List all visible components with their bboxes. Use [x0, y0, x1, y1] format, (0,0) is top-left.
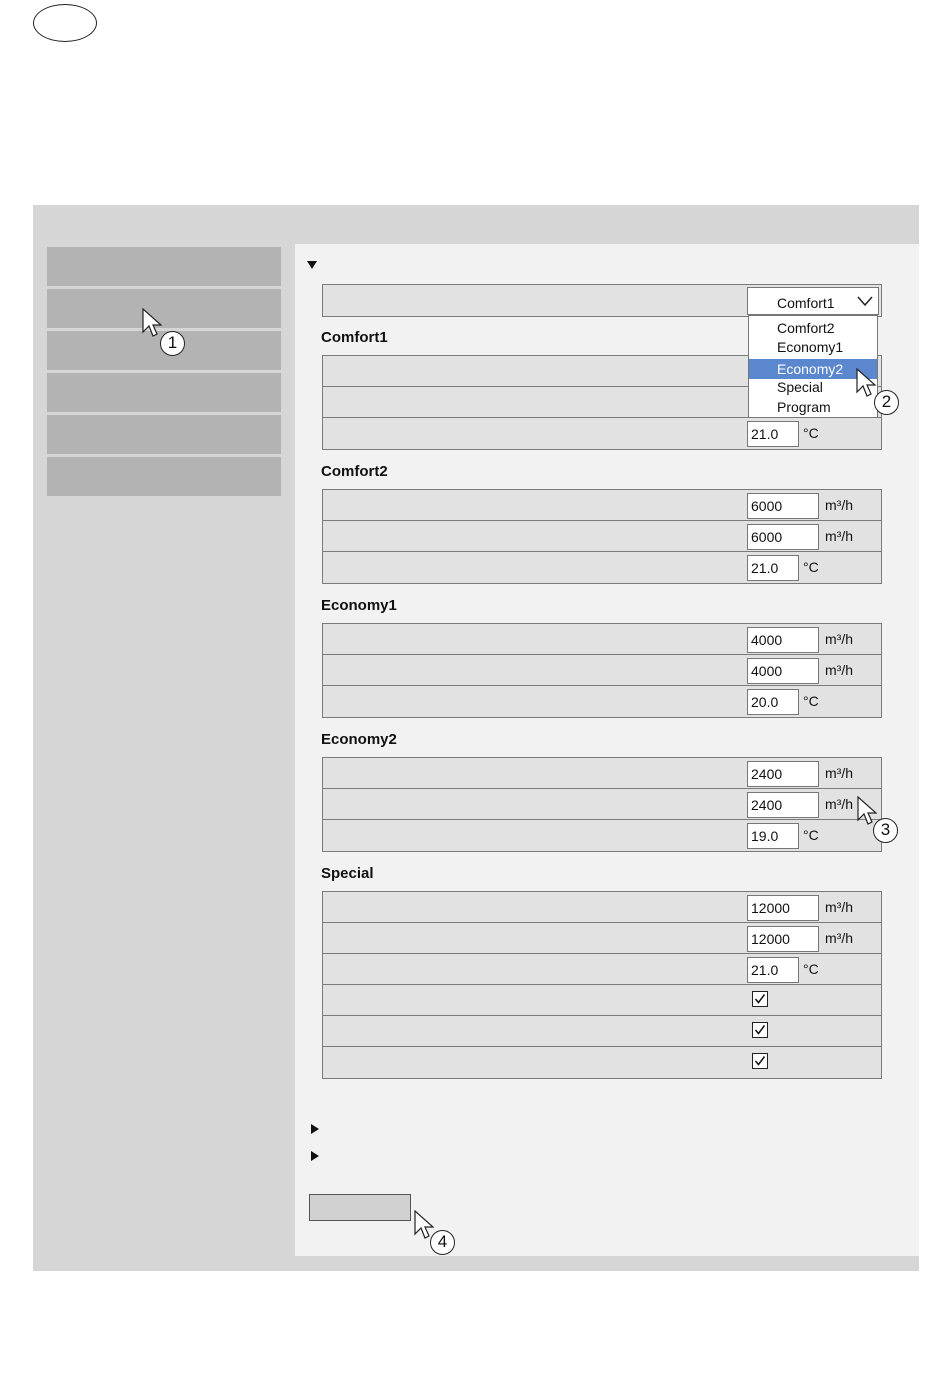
- callout-3: 3: [873, 818, 898, 843]
- special-panel: [322, 891, 882, 1079]
- special-flow1-input[interactable]: 12000: [747, 895, 819, 921]
- checkmark-icon: [754, 1024, 766, 1036]
- special-row-check-3: [323, 1047, 881, 1078]
- mode-select-value: Comfort1: [777, 295, 835, 311]
- economy2-flow2-input[interactable]: 2400: [747, 792, 819, 818]
- special-flow1-unit: m³/h: [825, 899, 853, 915]
- special-row-temp: [323, 954, 881, 985]
- economy1-flow2-input[interactable]: 4000: [747, 658, 819, 684]
- economy2-row-flow1: [323, 758, 881, 789]
- dropdown-option-program[interactable]: Program: [777, 399, 831, 415]
- section-title-comfort2: Comfort2: [321, 463, 388, 480]
- comfort2-flow1-input[interactable]: 6000: [747, 493, 819, 519]
- special-temp-unit: °C: [803, 961, 819, 977]
- special-flow2-unit: m³/h: [825, 930, 853, 946]
- triangle-down-icon[interactable]: [307, 261, 317, 269]
- comfort2-panel: [322, 489, 882, 584]
- economy1-temp-input[interactable]: 20.0: [747, 689, 799, 715]
- callout-2: 2: [874, 390, 899, 415]
- comfort2-row-flow2: [323, 521, 881, 552]
- comfort2-flow2-unit: m³/h: [825, 528, 853, 544]
- sidebar-item-1[interactable]: [47, 247, 281, 286]
- economy2-flow1-unit: m³/h: [825, 765, 853, 781]
- section-title-comfort1: Comfort1: [321, 329, 388, 346]
- comfort2-row-flow1: [323, 490, 881, 521]
- checkmark-icon: [754, 1055, 766, 1067]
- comfort2-flow1-unit: m³/h: [825, 497, 853, 513]
- economy2-row-temp: [323, 820, 881, 851]
- comfort2-flow2-input[interactable]: 6000: [747, 524, 819, 550]
- comfort1-temp-unit: °C: [803, 425, 819, 441]
- special-checkbox-2[interactable]: [752, 1022, 768, 1038]
- economy1-row-flow1: [323, 624, 881, 655]
- economy2-flow2-unit: m³/h: [825, 796, 853, 812]
- special-checkbox-1[interactable]: [752, 991, 768, 1007]
- special-row-flow1: [323, 892, 881, 923]
- economy2-row-flow2: [323, 789, 881, 820]
- sidebar-item-2[interactable]: [47, 289, 281, 328]
- comfort1-temp-input[interactable]: 21.0: [747, 421, 799, 447]
- economy1-row-flow2: [323, 655, 881, 686]
- sidebar-item-4[interactable]: [47, 373, 281, 412]
- comfort2-row-temp: [323, 552, 881, 583]
- economy1-flow1-unit: m³/h: [825, 631, 853, 647]
- triangle-right-icon[interactable]: [311, 1124, 319, 1134]
- dropdown-option-economy2[interactable]: Economy2: [749, 359, 877, 379]
- special-row-flow2: [323, 923, 881, 954]
- comfort2-temp-unit: °C: [803, 559, 819, 575]
- comfort2-temp-input[interactable]: 21.0: [747, 555, 799, 581]
- economy2-temp-unit: °C: [803, 827, 819, 843]
- economy1-flow1-input[interactable]: 4000: [747, 627, 819, 653]
- dropdown-option-special[interactable]: Special: [777, 379, 823, 395]
- sidebar: [47, 247, 281, 499]
- economy1-flow2-unit: m³/h: [825, 662, 853, 678]
- special-temp-input[interactable]: 21.0: [747, 957, 799, 983]
- triangle-right-icon[interactable]: [311, 1151, 319, 1161]
- section-title-economy2: Economy2: [321, 731, 397, 748]
- dropdown-option-comfort2[interactable]: Comfort2: [777, 320, 835, 336]
- section-title-special: Special: [321, 865, 374, 882]
- economy2-panel: [322, 757, 882, 852]
- dropdown-option-economy1[interactable]: Economy1: [777, 339, 844, 355]
- economy1-row-temp: [323, 686, 881, 717]
- mouse-pointer-icon: [857, 796, 877, 826]
- mouse-pointer-icon: [142, 308, 162, 338]
- header-oval: [33, 4, 97, 42]
- special-flow2-input[interactable]: 12000: [747, 926, 819, 952]
- mouse-pointer-icon: [856, 368, 876, 398]
- callout-1: 1: [160, 331, 185, 356]
- economy1-panel: [322, 623, 882, 718]
- save-button[interactable]: [309, 1194, 411, 1221]
- comfort1-row-temp: [323, 418, 881, 449]
- economy1-temp-unit: °C: [803, 693, 819, 709]
- checkmark-icon: [754, 993, 766, 1005]
- special-checkbox-3[interactable]: [752, 1053, 768, 1069]
- mode-dropdown-list: [748, 315, 878, 418]
- special-row-check-1: [323, 985, 881, 1016]
- section-title-economy1: Economy1: [321, 597, 397, 614]
- economy2-temp-input[interactable]: 19.0: [747, 823, 799, 849]
- mode-select[interactable]: [747, 287, 879, 315]
- sidebar-item-5[interactable]: [47, 415, 281, 454]
- special-row-check-2: [323, 1016, 881, 1047]
- sidebar-item-6[interactable]: [47, 457, 281, 496]
- chevron-down-icon: [857, 295, 873, 307]
- economy2-flow1-input[interactable]: 2400: [747, 761, 819, 787]
- callout-4: 4: [430, 1230, 455, 1255]
